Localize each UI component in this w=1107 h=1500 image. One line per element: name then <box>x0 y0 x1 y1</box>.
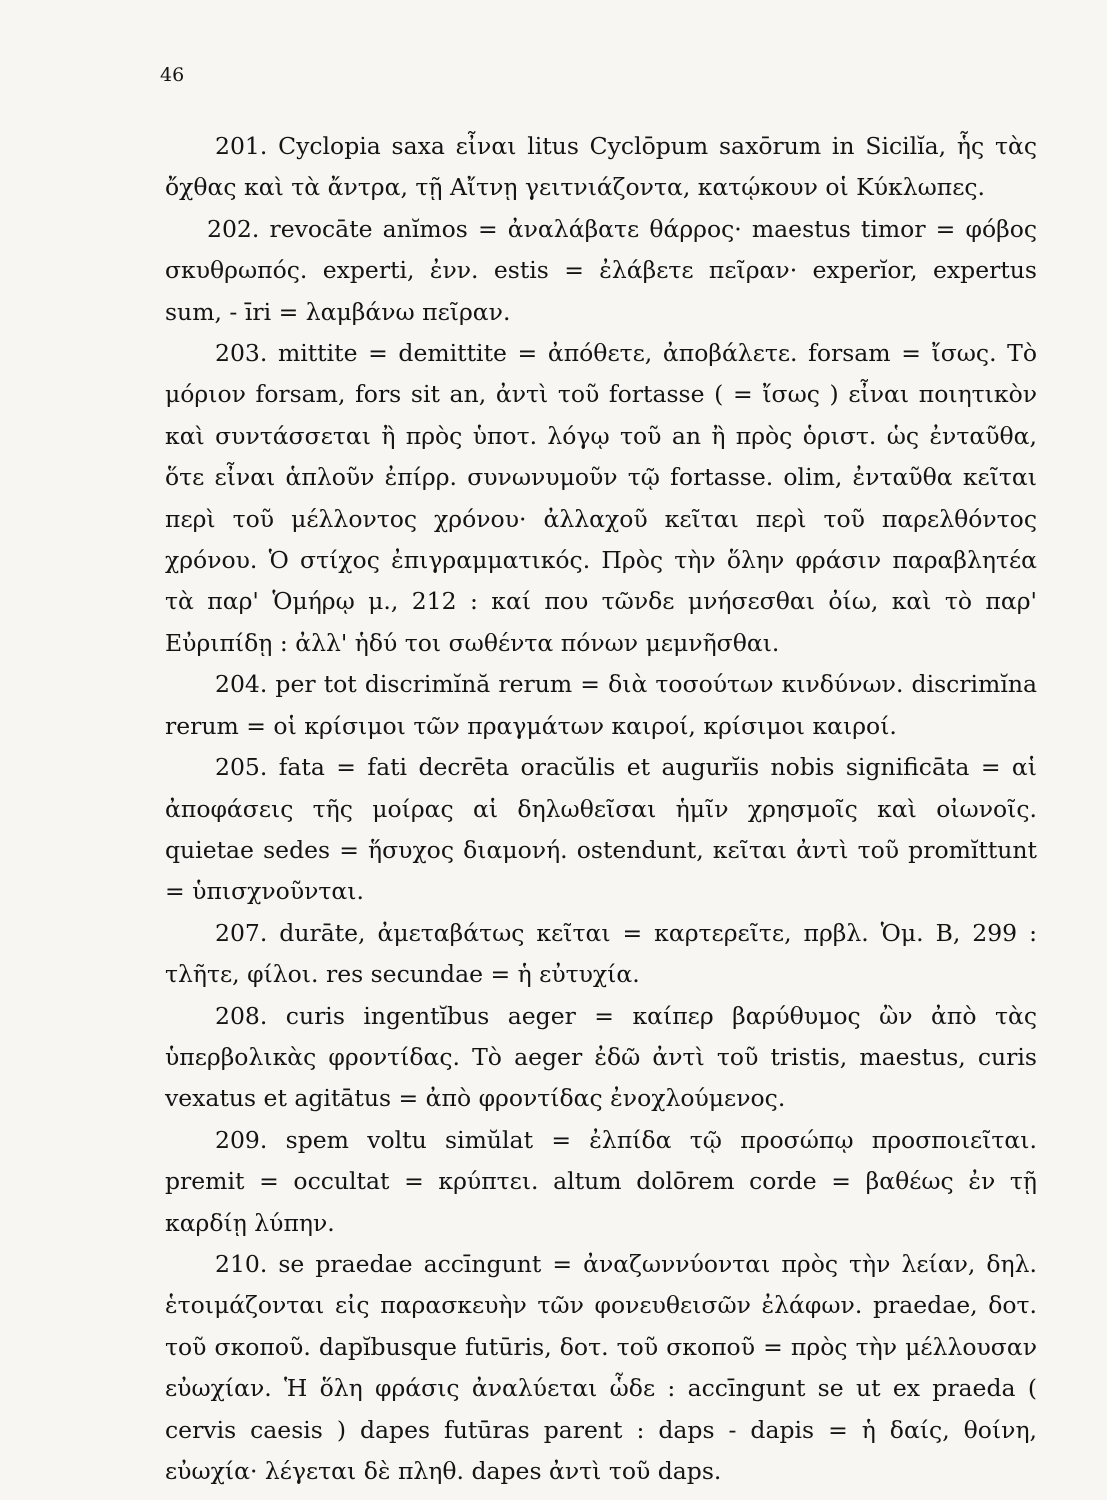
note-203: 203. mittite = demittite = ἀπόθετε, ἀποβάλετε. forsam = ἴσως. Τὸ μόριον forsam, fors sit an, ἀντὶ τοῦ fortasse ( = ἴσως ) εἶναι ποιητικὸν καὶ συντάσσεται ἢ πρὸς ὑποτ. λόγῳ τοῦ an ἢ πρὸς ὁριστ. ὡς ἐνταῦθα, ὅτε εἶναι ἁπλοῦν ἐπίρρ. συνωνυμοῦν τῷ fortasse. olim, ἐνταῦθα κεῖται περὶ τοῦ μέλλοντος χρόνου· ἀλλαχοῦ κεῖται περὶ τοῦ παρελθόντος χρόνου. Ὁ στίχος ἐπιγραμματικός. Πρὸς τὴν ὅλην φράσιν παραβλητέα τὰ παρ' Ὁμήρῳ μ., 212 : καί που τῶνδε μνήσεσθαι ὀίω, καὶ τὸ παρ' Εὐριπίδῃ : ἀλλ' ἡδύ τοι σωθέντα πόνων μεμνῆσθαι. <box>165 339 1037 657</box>
note-210: 210. se praedae accīngunt = ἀναζωννύονται πρὸς τὴν λείαν, δηλ. ἑτοιμάζονται εἰς παρασκευὴν τῶν φονευθεισῶν ἐλάφων. praedae, δοτ. τοῦ σκοποῦ. dapĭbusque futūris, δοτ. τοῦ σκοποῦ = πρὸς τὴν μέλλουσαν εὐωχίαν. Ἡ ὅλη φράσις ἀναλύεται ὧδε : accīngunt se ut ex praeda ( cervis caesis ) dapes futūras parent : daps - dapis = ἡ δαίς, θοίνη, εὐωχία· λέγεται δὲ πληθ. dapes ἀντὶ τοῦ daps. <box>165 1249 1037 1485</box>
page-number: 46 <box>160 64 185 86</box>
note-204: 204. per tot discrimĭnă rerum = διὰ τοσούτων κινδύνων. discrimĭna rerum = οἱ κρίσιμοι τῶν πραγμάτων καιροί, κρίσιμοι καιροί. <box>165 670 1037 740</box>
note-207: 207. durāte, ἀμεταβάτως κεῖται = καρτερεῖτε, πρβλ. Ὁμ. Β, 299 : τλῆτε, φίλοι. res secundae = ἡ εὐτυχία. <box>165 918 1037 989</box>
note-209: 209. spem voltu simŭlat = ἐλπίδα τῷ προσώπῳ προσποιεῖται. premit = occultat = κρύπτει. altum dolōrem corde = βαθέως ἐν τῇ καρδίῃ λύπην. <box>165 1125 1037 1237</box>
note-201: 201. Cyclopia saxa εἶναι litus Cyclōpum saxōrum in Sicilĭa, ἧς τὰς ὄχθας καὶ τὰ ἄντρα, τῇ Αἴτνῃ γειτνιάζοντα, κατῴκουν οἱ Κύκλωπες. <box>165 132 1037 202</box>
commentary-text <box>165 126 1037 1492</box>
note-205: 205. fata = fati decrēta oracŭlis et augurĭis nobis significāta = αἱ ἀποφάσεις τῆς μοίρας αἱ δηλωθεῖσαι ἡμῖν χρησμοῖς καὶ οἰωνοῖς. quietae sedes = ἥσυχος διαμονή. ostendunt, κεῖται ἀντὶ τοῦ promĭttunt = ὑπισχνοῦνται. <box>165 753 1037 906</box>
note-202: 202. revocāte anĭmos = ἀναλάβατε θάρρος· maestus timor = φόβος σκυθρωπός. experti, ἐνν. estis = ἐλάβετε πεῖραν· experĭor, expertus sum, - īri = λαμβάνω πεῖραν. <box>165 214 1037 326</box>
note-208: 208. curis ingentĭbus aeger = καίπερ βαρύθυμος ὢν ἀπὸ τὰς ὑπερβολικὰς φροντίδας. Τὸ aeger ἐδῶ ἀντὶ τοῦ tristis, maestus, curis vexatus et agitātus = ἀπὸ φροντίδας ἐνοχλούμενος. <box>165 1001 1037 1113</box>
